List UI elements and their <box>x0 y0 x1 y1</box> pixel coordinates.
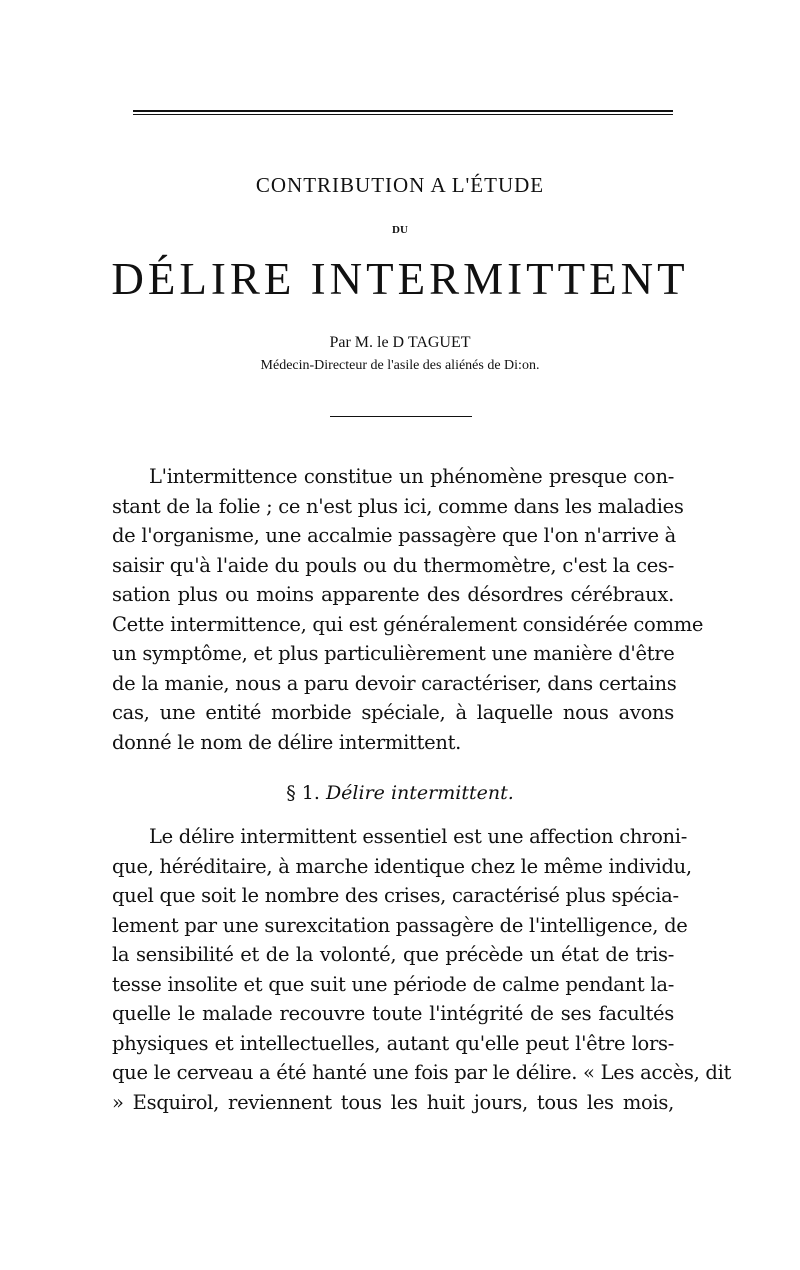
title-line-1: CONTRIBUTION A L'ÉTUDE <box>255 173 545 197</box>
section-title: Délire intermittent. <box>325 782 514 804</box>
separator-rule <box>330 416 472 417</box>
paragraph-2 <box>112 822 732 1117</box>
text-line: physiques et intellectuelles, autant qu'elle peut l'être lors- <box>112 1031 674 1055</box>
text-line: quel que soit le nombre des crises, caractérisé plus spécia- <box>112 884 679 907</box>
text-line: lement par une surexcitation passagère de l'intelligence, de <box>112 913 688 937</box>
section-heading <box>0 782 800 804</box>
title-line-2: DU <box>392 224 408 236</box>
text-line: Cette intermittence, qui est généralement considérée comme <box>112 612 704 636</box>
text-line: quelle le malade recouvre toute l'intégrité de ses facultés <box>112 1002 674 1025</box>
affiliation-line: Médecin-Directeur de l'asile des aliénés de Di:on. <box>260 358 540 373</box>
text-line: que le cerveau a été hanté une fois par le délire. « Les accès, dit <box>112 1061 732 1084</box>
top-double-rule <box>133 110 673 115</box>
main-title: DÉLIRE INTERMITTENT <box>111 254 689 304</box>
text-line: cas, une entité morbide spéciale, à laquelle nous avons <box>112 701 674 724</box>
paragraph-1 <box>112 462 704 757</box>
text-line: la sensibilité et de la volonté, que précède un état de tris- <box>112 943 674 966</box>
text-line: un symptôme, et plus particulièrement une manière d'être <box>112 642 675 665</box>
text-line: sation plus ou moins apparente des désordres cérébraux. <box>112 583 674 606</box>
text-line: que, héréditaire, à marche identique chez le même individu, <box>112 854 692 878</box>
text-line: saisir qu'à l'aide du pouls ou du thermomètre, c'est la ces- <box>112 553 674 577</box>
text-line: » Esquirol, reviennent tous les huit jours, tous les mois, <box>112 1090 674 1114</box>
text-line: donné le nom de délire intermittent. <box>112 730 462 754</box>
author-line: Par M. le D TAGUET <box>329 334 471 351</box>
section-number: § 1. <box>286 782 320 804</box>
text-line: de la manie, nous a paru devoir caractériser, dans certains <box>112 671 677 695</box>
text-line: L'intermittence constitue un phénomène presque con- <box>149 465 674 488</box>
text-line: stant de la folie ; ce n'est plus ici, comme dans les maladies <box>112 494 684 518</box>
text-line: de l'organisme, une accalmie passagère que l'on n'arrive à <box>112 524 676 547</box>
text-line: tesse insolite et que suit une période de calme pendant la- <box>112 972 674 996</box>
text-line: Le délire intermittent essentiel est une affection chroni- <box>149 825 688 848</box>
